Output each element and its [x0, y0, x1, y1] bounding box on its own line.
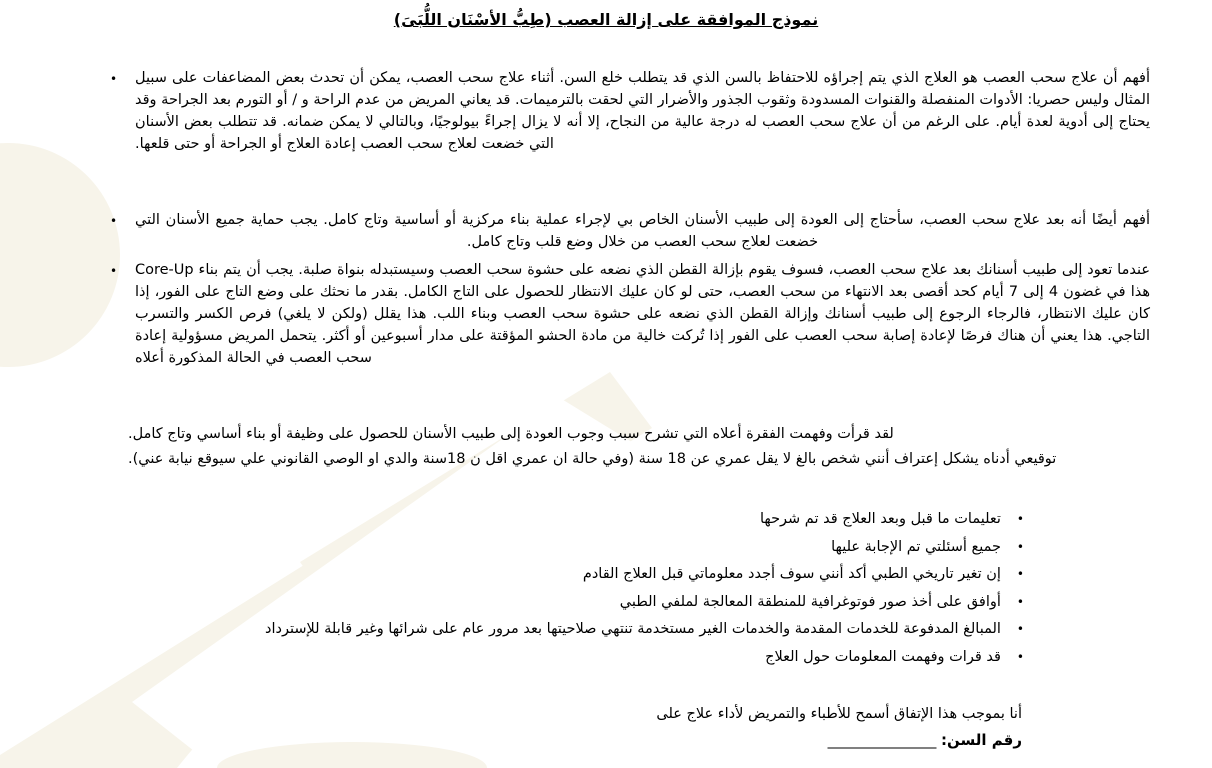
- intro-bullet-1-text: أفهم أن علاج سحب العصب هو العلاج الذي يتم إجراؤه للاحتفاظ بالسن الذي قد يتطلب خلع السن. أثناء علاج سحب العصب، يمكن أن تحدث بعض المضاعفات على سبيل المثال وليس حصريا: الأدوات المنفصلة والقنوات المسدودة وثقوب الجذور والأضرار التي لحقت بالترميمات. قد يعاني المريض من عدم الراحة و / أو التورم بعد الجراحة وقد يحتاج إلى أدوية لعدة أيام. على الرغم من أن علاج سحب العصب له درجة عالية من النجاح، إلا أنه لا يزال إجراءً بيولوجيًا، وبالتالي لا يمكن ضمانه. قد تتطلب بعض الأسنان التي خضعت لعلاج سحب العصب إعادة العلاج أو الجراحة أو حتى قلعها.: [135, 70, 1150, 152]
- tooth-number-blank-field[interactable]: _______________: [827, 733, 937, 749]
- document-title: [0, 10, 1212, 29]
- bullet-icon: •: [110, 72, 118, 86]
- checklist-item: [265, 646, 1024, 668]
- checklist-item-text: قد قرات وفهمت المعلومات حول العلاج: [765, 648, 1001, 665]
- paragraph-read-understood: لقد قرأت وفهمت الفقرة أعلاه التي تشرح سبب وجوب العودة إلى طبيب الأسنان للحصول على وظيفة أو بناء أساسي وتاج كامل.: [128, 426, 894, 442]
- paragraph-signature-statement: توقيعي أدناه يشكل إعتراف أنني شخص بالغ لا يقل عمري عن 18 سنة (وفي حالة ان عمري اقل ن 18سنة والدي او الوصي القانوني علي سيوقع نيابة عني).: [128, 451, 1057, 467]
- footer-authorization-block: [656, 701, 1022, 754]
- checklist-item: [265, 591, 1024, 613]
- acknowledgement-checklist: [265, 508, 1024, 673]
- checklist-item: [265, 508, 1024, 530]
- intro-bullet-3-text: عندما تعود إلى طبيب أسنانك بعد علاج سحب العصب، فسوف يقوم بإزالة القطن الذي نضعه على حشوة سحب العصب وسيستبدله بنواة صلبة. يجب أن يتم بناء Core-Up هذا في غضون 4 إلى 7 أيام كحد أقصى بعد الانتهاء من سحب العصب، حتى لو كان عليك الانتظار للحصول على التاج الكامل. بقدر ما نحثك على وضع التاج على الفور، إذا كان عليك الانتظار، فالرجاء الرجوع إلى طبيب أسنانك وإزالة القطن الذي نضعه على حشوة سحب العصب وبناء اللب. هذا يقلل (ولكن لا يلغي) فرص الكسر والتسرب التاجي. هذا يعني أن هناك فرصًا لإعادة إصابة سحب العصب على الفور إذا تُركت خالية من مادة الحشو المؤقتة على مدار أسبوعين أو أكثر. يتحمل المريض مسؤولية إعادة سحب العصب في الحالة المذكورة أعلاه: [135, 262, 1150, 366]
- intro-bullet-3: [110, 259, 1150, 369]
- checklist-item-text: أوافق على أخذ صور فوتوغرافية للمنطقة المعالجة لملفي الطبي: [619, 593, 1001, 610]
- bullet-icon: •: [1016, 539, 1024, 554]
- bullet-icon: •: [1016, 594, 1024, 609]
- checklist-item-text: جميع أسئلتي تم الإجابة عليها: [831, 538, 1001, 555]
- tooth-number-row: [656, 727, 1022, 754]
- bullet-icon: •: [1016, 512, 1024, 526]
- bullet-icon: •: [110, 214, 118, 228]
- checklist-item: [265, 536, 1024, 558]
- intro-bullet-2-text: أفهم أيضًا أنه بعد علاج سحب العصب، سأحتاج إلى العودة إلى طبيب الأسنان الخاص بي لإجراء عملية بناء مركزية أو أساسية وتاج كامل. يجب حماية جميع الأسنان التي خضعت لعلاج سحب العصب من خلال وضع قلب وتاج كامل.: [135, 212, 1150, 250]
- intro-bullet-2: [110, 209, 1150, 253]
- checklist-item-text: إن تغير تاريخي الطبي أكد أنني سوف أجدد معلوماتي قبل العلاج القادم: [582, 566, 1001, 582]
- bullet-icon: •: [1016, 567, 1024, 581]
- checklist-item-text: تعليمات ما قبل وبعد العلاج قد تم شرحها: [759, 511, 1001, 527]
- authorization-statement: أنا بموجب هذا الإتفاق أسمح للأطباء والتمريض لأداء علاج على: [656, 706, 1022, 722]
- bullet-icon: •: [1016, 649, 1024, 664]
- checklist-item: [265, 563, 1024, 585]
- checklist-item-text: المبالغ المدفوعة للخدمات المقدمة والخدمات الغير مستخدمة تنتهي صلاحيتها بعد مرور عام على شرائها وغير قابلة للإسترداد: [265, 621, 1001, 637]
- document-title-text: نموذج الموافقة على إزالة العصب (طِبُّ الأسْنَان اللُّبَىَ): [393, 10, 819, 29]
- bullet-icon: •: [110, 264, 118, 278]
- checklist-item: [265, 618, 1024, 640]
- bullet-icon: •: [1016, 622, 1024, 636]
- intro-bullet-1: [110, 67, 1150, 155]
- tooth-number-label: رقم السن:: [941, 731, 1022, 749]
